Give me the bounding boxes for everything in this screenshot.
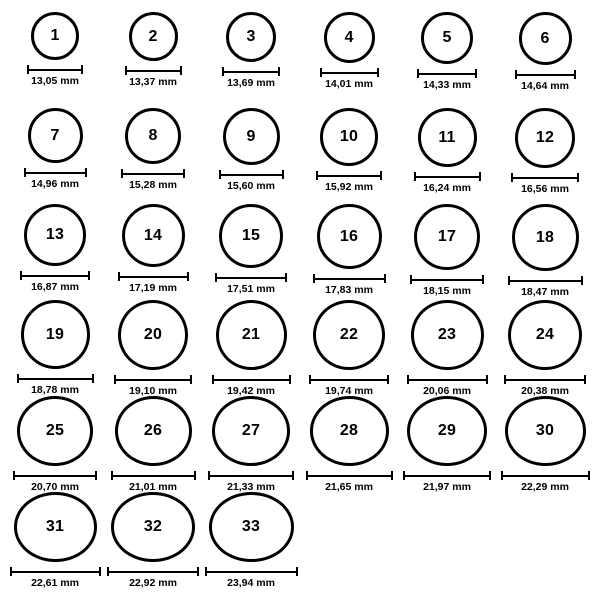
ring-diameter-label: 20,70 mm	[31, 480, 79, 493]
ring-circle	[320, 108, 378, 166]
ring-diameter-label: 13,69 mm	[227, 77, 275, 89]
caliper-icon	[410, 275, 484, 283]
ring-size-number: 10	[339, 128, 359, 145]
caliper-tick-right	[88, 271, 90, 280]
caliper-bar	[20, 275, 90, 277]
ring-size-number: 5	[442, 29, 452, 46]
caliper-icon	[508, 276, 583, 284]
ring-diameter-label: 21,97 mm	[423, 480, 471, 493]
caliper-tick-right	[486, 375, 488, 384]
ring-diameter-label: 22,92 mm	[129, 576, 177, 589]
ring-circle	[118, 300, 188, 370]
ring-diameter-label: 18,78 mm	[31, 384, 79, 396]
caliper-bar	[205, 571, 298, 573]
ring-size-cell	[398, 204, 496, 300]
caliper-icon	[10, 567, 101, 575]
ring-circle	[24, 204, 86, 266]
caliper-tick-right	[292, 471, 294, 480]
caliper-tick-right	[384, 274, 386, 283]
ring-size-cell	[202, 204, 300, 300]
caliper-tick-right	[588, 471, 590, 480]
caliper-bar	[515, 74, 576, 76]
caliper-tick-right	[81, 65, 83, 74]
ring-size-cell	[6, 108, 104, 204]
ring-size-cell	[398, 108, 496, 204]
ring-circle	[519, 12, 572, 65]
ring-measure	[107, 567, 199, 589]
caliper-icon	[111, 471, 196, 479]
caliper-tick-left	[125, 66, 127, 75]
ring-measure	[410, 275, 484, 297]
ring-size-number: 15	[241, 227, 261, 244]
caliper-bar	[121, 173, 185, 175]
ring-circle	[28, 108, 83, 163]
caliper-tick-right	[194, 471, 196, 480]
ring-diameter-label: 20,38 mm	[521, 384, 569, 397]
ring-size-number: 29	[437, 421, 457, 439]
caliper-bar	[13, 475, 97, 477]
ring-size-cell	[300, 12, 398, 108]
ring-size-number: 12	[535, 129, 555, 146]
ring-size-number: 16	[339, 227, 359, 245]
caliper-tick-right	[584, 375, 586, 384]
ring-size-number: 28	[339, 421, 359, 439]
caliper-tick-left	[121, 169, 123, 178]
ring-measure	[114, 375, 192, 397]
ring-diameter-label: 21,01 mm	[129, 480, 177, 493]
ring-size-number: 24	[535, 325, 555, 343]
ring-size-number: 11	[438, 128, 456, 146]
caliper-tick-right	[581, 276, 583, 285]
ring-circle	[14, 492, 97, 562]
ring-size-number: 31	[45, 517, 65, 535]
caliper-icon	[309, 375, 389, 383]
ring-measure	[515, 70, 576, 92]
ring-size-cell	[6, 12, 104, 108]
caliper-tick-right	[489, 471, 491, 480]
caliper-bar	[313, 278, 386, 280]
caliper-tick-left	[212, 375, 214, 384]
ring-diameter-label: 19,74 mm	[325, 384, 373, 397]
ring-size-cell	[6, 204, 104, 300]
caliper-tick-left	[219, 170, 221, 179]
ring-size-cell	[104, 204, 202, 300]
ring-size-number: 8	[148, 127, 158, 144]
ring-circle	[216, 300, 287, 370]
ring-circle	[129, 12, 178, 61]
ring-measure	[17, 374, 94, 396]
ring-size-number: 4	[344, 28, 354, 46]
caliper-tick-right	[190, 375, 192, 384]
ring-size-cell	[104, 12, 202, 108]
ring-measure	[111, 471, 196, 493]
caliper-tick-left	[13, 471, 15, 480]
caliper-tick-right	[278, 67, 280, 76]
ring-diameter-label: 16,56 mm	[521, 183, 569, 195]
ring-circle	[407, 396, 487, 466]
caliper-icon	[511, 173, 579, 181]
caliper-icon	[212, 375, 291, 383]
ring-circle	[122, 204, 185, 267]
caliper-bar	[414, 176, 481, 178]
caliper-bar	[407, 379, 488, 381]
ring-size-number: 22	[339, 325, 359, 343]
ring-measure	[219, 170, 284, 192]
caliper-tick-right	[482, 275, 484, 284]
caliper-bar	[219, 174, 284, 176]
caliper-tick-right	[282, 170, 284, 179]
ring-measure	[407, 375, 488, 397]
ring-circle	[411, 300, 484, 370]
ring-measure	[20, 271, 90, 293]
ring-measure	[13, 471, 97, 493]
ring-measure	[24, 168, 87, 190]
caliper-icon	[403, 471, 491, 479]
ring-size-number: 17	[437, 228, 457, 245]
ring-diameter-label: 22,61 mm	[31, 576, 79, 589]
ring-size-number: 18	[535, 228, 555, 246]
ring-size-cell	[496, 204, 594, 300]
ring-size-cell	[398, 396, 496, 492]
ring-diameter-label: 14,64 mm	[521, 80, 569, 92]
ring-size-number: 33	[241, 517, 261, 535]
ring-measure	[27, 65, 83, 87]
caliper-tick-right	[197, 567, 199, 576]
ring-size-number: 9	[246, 127, 256, 145]
caliper-icon	[13, 471, 97, 479]
ring-circle	[31, 12, 79, 60]
ring-diameter-label: 18,15 mm	[423, 285, 471, 297]
ring-measure	[508, 276, 583, 298]
caliper-tick-left	[508, 276, 510, 285]
ring-size-cell	[398, 12, 496, 108]
caliper-tick-right	[475, 69, 477, 78]
ring-diameter-label: 19,42 mm	[227, 384, 275, 397]
caliper-tick-left	[118, 272, 120, 281]
caliper-bar	[27, 69, 83, 71]
ring-size-cell	[6, 396, 104, 492]
ring-diameter-label: 16,87 mm	[31, 281, 79, 293]
caliper-bar	[114, 379, 192, 381]
caliper-icon	[222, 67, 280, 75]
caliper-tick-right	[85, 168, 87, 177]
ring-circle	[508, 300, 582, 370]
ring-diameter-label: 15,60 mm	[227, 180, 275, 192]
caliper-bar	[17, 378, 94, 380]
ring-size-number: 23	[437, 325, 457, 343]
ring-size-cell	[202, 300, 300, 396]
caliper-tick-left	[417, 69, 419, 78]
ring-size-cell	[104, 108, 202, 204]
caliper-tick-left	[215, 273, 217, 282]
ring-circle	[414, 204, 480, 270]
ring-size-cell	[104, 492, 202, 588]
caliper-tick-right	[577, 173, 579, 182]
ring-size-cell	[496, 300, 594, 396]
ring-size-cell	[300, 396, 398, 492]
ring-size-cell	[300, 108, 398, 204]
ring-circle	[212, 396, 290, 466]
ring-circle	[125, 108, 181, 164]
ring-measure	[501, 471, 590, 493]
caliper-icon	[316, 171, 382, 179]
ring-diameter-label: 14,96 mm	[31, 178, 79, 190]
caliper-tick-right	[92, 374, 94, 383]
caliper-tick-left	[111, 471, 113, 480]
caliper-icon	[306, 471, 393, 479]
caliper-tick-left	[515, 70, 517, 79]
ring-circle	[505, 396, 586, 466]
ring-size-number: 1	[50, 27, 60, 44]
caliper-icon	[121, 169, 185, 177]
caliper-icon	[504, 375, 586, 383]
caliper-icon	[215, 273, 287, 281]
caliper-icon	[125, 66, 182, 74]
caliper-icon	[24, 168, 87, 176]
caliper-bar	[316, 175, 382, 177]
ring-diameter-label: 21,65 mm	[325, 480, 373, 493]
ring-size-number: 25	[45, 421, 65, 439]
caliper-tick-left	[107, 567, 109, 576]
ring-size-number: 3	[246, 28, 256, 45]
caliper-icon	[205, 567, 298, 575]
ring-circle	[512, 204, 579, 271]
ring-circle	[324, 12, 375, 63]
ring-diameter-label: 17,83 mm	[325, 284, 373, 296]
ring-circle	[17, 396, 93, 466]
caliper-tick-left	[316, 171, 318, 180]
caliper-tick-left	[20, 271, 22, 280]
caliper-tick-left	[17, 374, 19, 383]
ring-size-cell	[202, 12, 300, 108]
caliper-tick-right	[387, 375, 389, 384]
caliper-tick-left	[410, 275, 412, 284]
ring-circle	[317, 204, 382, 269]
ring-size-cell	[496, 12, 594, 108]
ring-circle	[111, 492, 195, 562]
ring-circle	[421, 12, 473, 64]
ring-measure	[511, 173, 579, 195]
ring-measure	[10, 567, 101, 589]
ring-size-number: 19	[45, 325, 65, 343]
ring-circle	[313, 300, 385, 370]
ring-measure	[417, 69, 477, 91]
ring-diameter-label: 13,37 mm	[129, 76, 177, 88]
caliper-tick-right	[391, 471, 393, 480]
ring-size-cell	[202, 396, 300, 492]
ring-size-cell	[6, 300, 104, 396]
ring-measure	[205, 567, 298, 589]
ring-measure	[306, 471, 393, 493]
ring-circle	[219, 204, 283, 268]
caliper-tick-left	[114, 375, 116, 384]
caliper-bar	[208, 475, 294, 477]
ring-measure	[320, 68, 379, 90]
caliper-icon	[219, 170, 284, 178]
ring-measure	[504, 375, 586, 397]
ring-circle	[418, 108, 477, 167]
ring-measure	[309, 375, 389, 397]
caliper-bar	[10, 571, 101, 573]
caliper-bar	[403, 475, 491, 477]
caliper-icon	[313, 274, 386, 282]
ring-diameter-label: 15,28 mm	[129, 179, 177, 191]
ring-diameter-label: 20,06 mm	[423, 384, 471, 397]
ring-size-number: 14	[143, 226, 163, 244]
ring-measure	[222, 67, 280, 89]
ring-size-number: 27	[241, 421, 261, 439]
caliper-icon	[407, 375, 488, 383]
caliper-bar	[111, 475, 196, 477]
caliper-tick-left	[504, 375, 506, 384]
ring-measure	[215, 273, 287, 295]
ring-diameter-label: 17,51 mm	[227, 283, 275, 295]
ring-size-cell	[300, 300, 398, 396]
caliper-tick-left	[222, 67, 224, 76]
caliper-tick-right	[180, 66, 182, 75]
caliper-bar	[125, 70, 182, 72]
ring-diameter-label: 13,05 mm	[31, 75, 79, 87]
caliper-tick-left	[306, 471, 308, 480]
caliper-tick-right	[380, 171, 382, 180]
caliper-icon	[17, 374, 94, 382]
caliper-tick-right	[289, 375, 291, 384]
ring-size-cell	[6, 492, 104, 588]
caliper-icon	[107, 567, 199, 575]
ring-diameter-label: 22,29 mm	[521, 480, 569, 493]
ring-size-number: 7	[50, 126, 60, 144]
ring-measure	[212, 375, 291, 397]
caliper-tick-right	[574, 70, 576, 79]
ring-diameter-label: 14,01 mm	[325, 78, 373, 90]
ring-size-number: 32	[143, 517, 163, 535]
caliper-tick-right	[183, 169, 185, 178]
ring-diameter-label: 21,33 mm	[227, 480, 275, 493]
ring-measure	[121, 169, 185, 191]
caliper-tick-right	[99, 567, 101, 576]
caliper-icon	[320, 68, 379, 76]
ring-diameter-label: 23,94 mm	[227, 576, 275, 589]
ring-size-number: 21	[241, 325, 261, 343]
caliper-tick-left	[24, 168, 26, 177]
ring-measure	[313, 274, 386, 296]
ring-circle	[310, 396, 389, 466]
caliper-tick-left	[407, 375, 409, 384]
caliper-bar	[309, 379, 389, 381]
caliper-tick-left	[320, 68, 322, 77]
caliper-bar	[212, 379, 291, 381]
caliper-tick-left	[511, 173, 513, 182]
ring-measure	[208, 471, 294, 493]
caliper-icon	[501, 471, 590, 479]
caliper-bar	[306, 475, 393, 477]
ring-size-cell	[496, 108, 594, 204]
caliper-icon	[20, 271, 90, 279]
caliper-tick-left	[309, 375, 311, 384]
caliper-tick-right	[296, 567, 298, 576]
caliper-icon	[417, 69, 477, 77]
caliper-bar	[24, 172, 87, 174]
caliper-tick-right	[377, 68, 379, 77]
ring-diameter-label: 14,33 mm	[423, 79, 471, 91]
caliper-tick-left	[208, 471, 210, 480]
ring-diameter-label: 17,19 mm	[129, 282, 177, 294]
ring-size-cell	[202, 108, 300, 204]
caliper-tick-right	[187, 272, 189, 281]
ring-circle	[115, 396, 192, 466]
caliper-icon	[118, 272, 189, 280]
caliper-bar	[504, 379, 586, 381]
ring-circle	[21, 300, 90, 369]
caliper-tick-left	[501, 471, 503, 480]
ring-diameter-label: 18,47 mm	[521, 286, 569, 298]
ring-size-cell	[104, 396, 202, 492]
caliper-tick-right	[95, 471, 97, 480]
caliper-bar	[320, 72, 379, 74]
ring-circle	[226, 12, 276, 62]
ring-size-number: 6	[540, 29, 550, 47]
caliper-bar	[417, 73, 477, 75]
ring-size-number: 20	[143, 325, 163, 343]
ring-size-number: 2	[148, 27, 158, 45]
caliper-icon	[208, 471, 294, 479]
ring-circle	[515, 108, 575, 168]
ring-size-number: 26	[143, 421, 163, 439]
caliper-bar	[508, 280, 583, 282]
caliper-tick-left	[205, 567, 207, 576]
ring-measure	[125, 66, 182, 88]
ring-circle	[223, 108, 280, 165]
caliper-tick-left	[27, 65, 29, 74]
caliper-bar	[215, 277, 287, 279]
caliper-tick-right	[285, 273, 287, 282]
caliper-bar	[118, 276, 189, 278]
ring-size-cell	[496, 396, 594, 492]
caliper-bar	[511, 177, 579, 179]
ring-diameter-label: 19,10 mm	[129, 384, 177, 397]
caliper-icon	[515, 70, 576, 78]
ring-size-number: 30	[535, 421, 555, 439]
ring-size-cell	[104, 300, 202, 396]
ring-size-cell	[300, 204, 398, 300]
caliper-icon	[114, 375, 192, 383]
caliper-tick-left	[10, 567, 12, 576]
ring-measure	[316, 171, 382, 193]
ring-measure	[403, 471, 491, 493]
caliper-bar	[222, 71, 280, 73]
ring-circle	[209, 492, 294, 562]
caliper-icon	[27, 65, 83, 73]
ring-size-number: 13	[45, 226, 65, 243]
caliper-bar	[410, 279, 484, 281]
ring-diameter-label: 15,92 mm	[325, 181, 373, 193]
caliper-bar	[107, 571, 199, 573]
ring-measure	[118, 272, 189, 294]
ring-measure	[414, 172, 481, 194]
caliper-tick-left	[313, 274, 315, 283]
caliper-bar	[501, 475, 590, 477]
caliper-tick-left	[403, 471, 405, 480]
caliper-tick-right	[479, 172, 481, 181]
ring-size-cell	[398, 300, 496, 396]
caliper-icon	[414, 172, 481, 180]
ring-size-cell	[202, 492, 300, 588]
ring-diameter-label: 16,24 mm	[423, 182, 471, 194]
caliper-tick-left	[414, 172, 416, 181]
